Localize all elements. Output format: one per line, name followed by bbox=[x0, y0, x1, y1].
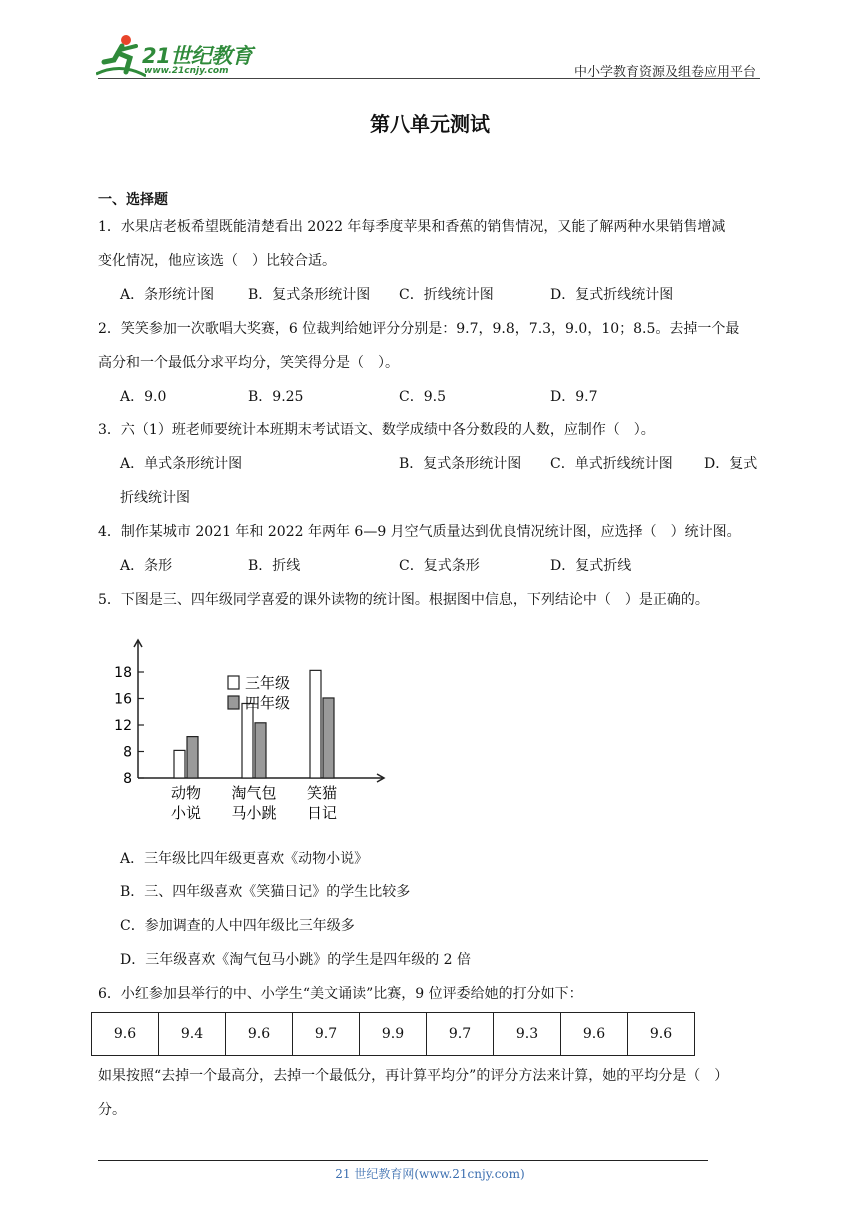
x-tick-label: 笑猫 bbox=[306, 784, 338, 802]
logo bbox=[96, 32, 266, 80]
bar-grade3 bbox=[310, 670, 321, 778]
legend-label: 三年级 bbox=[245, 674, 291, 692]
score-cell: 9.6 bbox=[226, 1013, 293, 1056]
q2-option-b: B．9.25 bbox=[248, 389, 304, 405]
q3-option-b: B．复式条形统计图 bbox=[399, 456, 522, 472]
q5-option-a: A．三年级比四年级更喜欢《动物小说》 bbox=[120, 851, 369, 867]
q2-option-d: D．9.7 bbox=[550, 389, 598, 405]
x-tick-label: 马小跳 bbox=[231, 804, 277, 822]
q3-option-a: A．单式条形统计图 bbox=[120, 456, 243, 472]
score-cell: 9.7 bbox=[293, 1013, 360, 1056]
x-tick-label: 小说 bbox=[170, 804, 202, 822]
q3-option-c: C．单式折线统计图 bbox=[550, 456, 673, 472]
q1-stem-line2: 变化情况，他应该选（ ）比较合适。 bbox=[98, 253, 336, 269]
q6-stem: 6．小红参加县举行的中、小学生“美文诵读”比赛，9 位评委给她的打分如下： bbox=[98, 986, 583, 1002]
page-header bbox=[0, 0, 860, 90]
q6-line3: 分。 bbox=[98, 1102, 126, 1118]
y-tick-label: 16 bbox=[114, 691, 132, 708]
q1-option-c: C．折线统计图 bbox=[399, 287, 494, 303]
runner-logo-icon bbox=[96, 32, 146, 80]
q1-option-a: A．条形统计图 bbox=[120, 287, 215, 303]
legend-swatch bbox=[228, 676, 239, 689]
legend-label: 四年级 bbox=[245, 694, 291, 712]
footer-divider bbox=[98, 1160, 708, 1161]
q5-option-d: D．三年级喜欢《淘气包马小跳》的学生是四年级的 2 倍 bbox=[120, 952, 472, 968]
q3-option-d-cont: 折线统计图 bbox=[120, 490, 190, 506]
y-tick-label: 8 bbox=[123, 771, 132, 787]
x-tick-label: 淘气包 bbox=[231, 784, 277, 802]
q6-line2: 如果按照“去掉一个最高分，去掉一个最低分，再计算平均分”的评分方法来计算，她的平均分是（ ） bbox=[98, 1068, 729, 1084]
logo-url: www.21cnjy.com bbox=[144, 66, 229, 76]
q2-stem-line1: 2．笑笑参加一次歌唱大奖赛，6 位裁判给她评分分别是：9.7，9.8，7.3，9.0，10；8.5。去掉一个最 bbox=[98, 321, 740, 337]
table-row bbox=[92, 1013, 695, 1056]
score-table bbox=[91, 1012, 695, 1056]
q2-option-a: A．9.0 bbox=[120, 389, 167, 405]
q3-stem: 3．六（1）班老师要统计本班期末考试语文、数学成绩中各分数段的人数，应制作（ ）。 bbox=[98, 422, 655, 438]
section-heading: 一、选择题 bbox=[98, 192, 168, 208]
y-tick-label: 12 bbox=[114, 718, 132, 734]
bar-grade3 bbox=[174, 750, 185, 778]
score-cell: 9.6 bbox=[628, 1013, 695, 1056]
y-tick-label: 8 bbox=[123, 744, 132, 761]
q3-option-d: D．复式 bbox=[704, 456, 758, 472]
y-tick-label: 18 bbox=[114, 665, 132, 681]
q4-option-d: D．复式折线 bbox=[550, 558, 632, 574]
bar-grade4 bbox=[323, 698, 334, 778]
score-cell: 9.9 bbox=[360, 1013, 427, 1056]
legend-swatch bbox=[228, 696, 239, 709]
q1-option-b: B．复式条形统计图 bbox=[248, 287, 371, 303]
page-title: 第八单元测试 bbox=[370, 112, 490, 136]
score-cell: 9.7 bbox=[427, 1013, 494, 1056]
logo-text: 21世纪教育 bbox=[142, 44, 253, 68]
q5-option-b: B．三、四年级喜欢《笑猫日记》的学生比较多 bbox=[120, 884, 411, 900]
q1-option-d: D．复式折线统计图 bbox=[550, 287, 674, 303]
x-tick-label: 日记 bbox=[306, 804, 338, 822]
score-cell: 9.6 bbox=[561, 1013, 628, 1056]
score-cell: 9.4 bbox=[159, 1013, 226, 1056]
q1-stem-line1: 1．水果店老板希望既能清楚看出 2022 年每季度苹果和香蕉的销售情况，又能了解两种水果销售增减 bbox=[98, 219, 726, 235]
score-cell: 9.6 bbox=[92, 1013, 159, 1056]
q5-option-c: C．参加调查的人中四年级比三年级多 bbox=[120, 918, 355, 934]
footer-text: 21 世纪教育网(www.21cnjy.com) bbox=[335, 1167, 525, 1181]
bar-grade4 bbox=[187, 737, 198, 778]
q4-stem: 4．制作某城市 2021 年和 2022 年两年 6—9 月空气质量达到优良情况统计图，应选择（ ）统计图。 bbox=[98, 524, 741, 540]
platform-label: 中小学教育资源及组卷应用平台 bbox=[573, 65, 756, 80]
q5-stem: 5．下图是三、四年级同学喜爱的课外读物的统计图。根据图中信息，下列结论中（ ）是正确的。 bbox=[98, 592, 709, 608]
q4-option-a: A．条形 bbox=[120, 558, 173, 574]
q2-stem-line2: 高分和一个最低分求平均分，笑笑得分是（ ）。 bbox=[98, 355, 399, 371]
x-tick-label: 动物 bbox=[170, 784, 202, 802]
q4-option-c: C．复式条形 bbox=[399, 558, 480, 574]
reading-bar-chart bbox=[112, 632, 392, 827]
header-divider bbox=[98, 78, 760, 79]
bar-grade4 bbox=[255, 723, 266, 778]
q4-option-b: B．折线 bbox=[248, 558, 301, 574]
q2-option-c: C．9.5 bbox=[399, 389, 446, 405]
score-cell: 9.3 bbox=[494, 1013, 561, 1056]
bar-grade3 bbox=[242, 703, 253, 778]
